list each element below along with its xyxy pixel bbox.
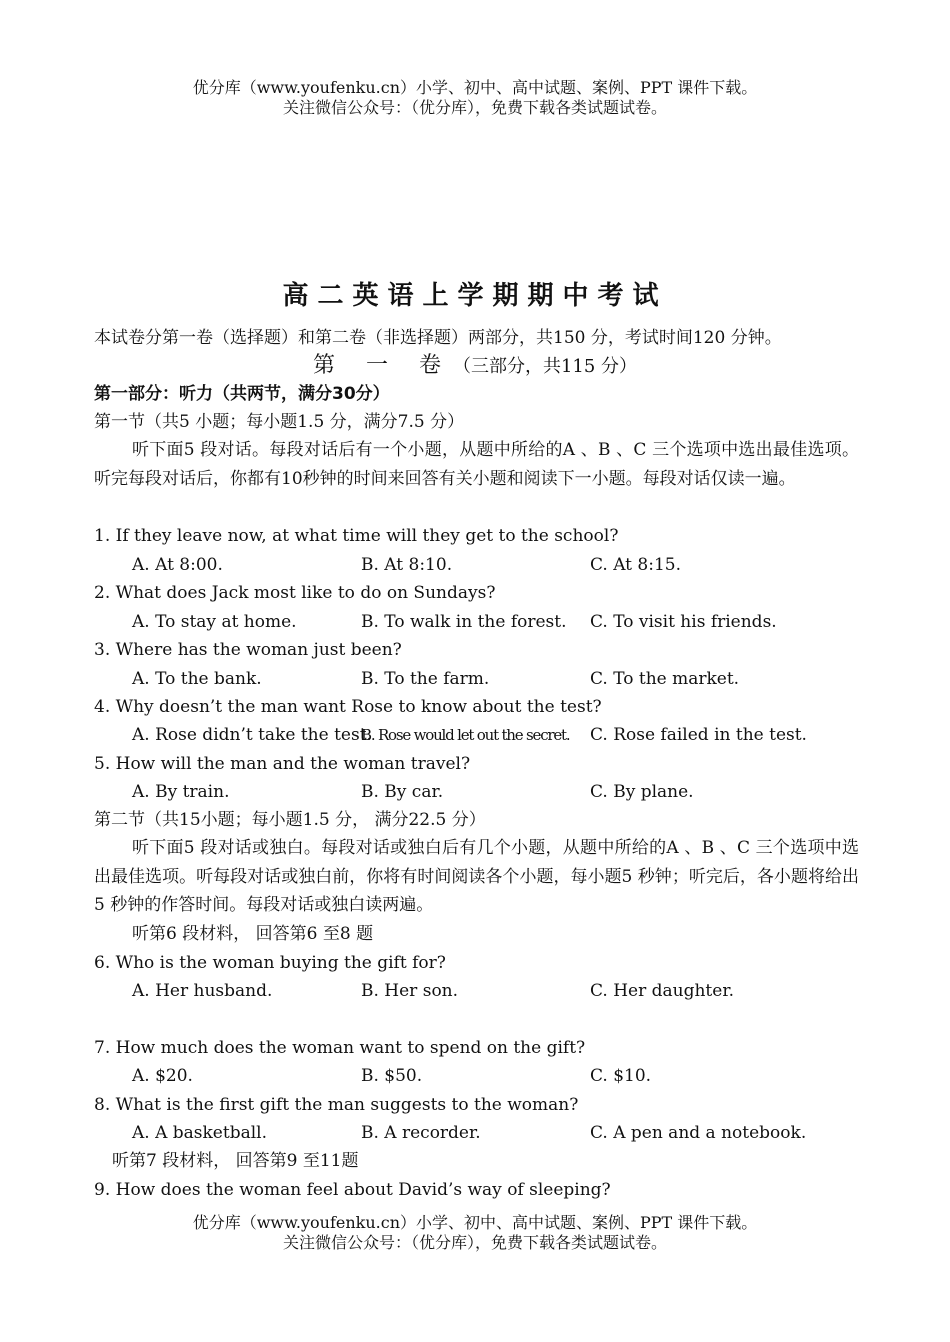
section1-heading: 第一节（共5 小题；每小题1.5 分，满分7.5 分） (94, 412, 465, 432)
q4-option-a: A. Rose didn’t take the test. (132, 725, 372, 745)
q5-option-c: C. By plane. (590, 782, 694, 802)
footer-line-1: 优分库（www.youfenku.cn）小学、初中、高中试题、案例、PPT 课件下载。 (192, 1213, 758, 1232)
q7-option-a: A. $20. (132, 1066, 193, 1086)
q7-option-c: C. $10. (590, 1066, 652, 1086)
footer-line-2: 关注微信公众号：（优分库），免费下载各类试题试卷。 (282, 1233, 667, 1252)
q8-option-a: A. A basketball. (132, 1123, 267, 1143)
q5-option-a: A. By train. (132, 782, 230, 802)
q8-option-b: B. A recorder. (361, 1123, 481, 1143)
q4-option-c: C. Rose failed in the test. (590, 725, 807, 745)
question-5: 5. How will the man and the woman travel? (94, 754, 471, 774)
section2-heading: 第二节（共15小题；每小题1.5 分， 满分22.5 分） (94, 810, 486, 830)
q1-option-b: B. At 8:10. (361, 555, 453, 575)
header-line-2: 关注微信公众号：（优分库），免费下载各类试题试卷。 (282, 98, 667, 117)
q6-option-a: A. Her husband. (132, 981, 273, 1001)
volume-heading (0, 352, 950, 381)
part1-heading: 第一部分：听力（共两节，满分30分） (94, 384, 390, 404)
question-2: 2. What does Jack most like to do on Sundays? (94, 583, 496, 603)
question-3: 3. Where has the woman just been? (94, 640, 402, 660)
q2-option-b: B. To walk in the forest. (361, 612, 567, 632)
question-7: 7. How much does the woman want to spend on the gift? (94, 1038, 586, 1058)
q6-option-c: C. Her daughter. (590, 981, 734, 1001)
q3-option-a: A. To the bank. (132, 669, 262, 689)
q3-option-b: B. To the farm. (361, 669, 490, 689)
section2-instruction: 听下面5 段对话或独白。每段对话或独白后有几个小题，从题中所给的A 、B 、C 三个选项中选出最佳选项。听每段对话或独白前，你将有时间阅读各个小题，每小题5 秒钟；听完后，各小题将给出5 秒钟的作答时间。每段对话或独白读两遍。 (94, 838, 859, 915)
q6-option-b: B. Her son. (361, 981, 459, 1001)
q4-option-b: B. Rose would let out the secret. (361, 726, 570, 744)
q1-option-a: A. At 8:00. (132, 555, 223, 575)
question-8: 8. What is the first gift the man suggests to the woman? (94, 1095, 579, 1115)
material-7-note: 听第7 段材料， 回答第9 至11题 (112, 1151, 359, 1171)
q8-option-c: C. A pen and a notebook. (590, 1123, 807, 1143)
header-line-1: 优分库（www.youfenku.cn）小学、初中、高中试题、案例、PPT 课件下载。 (192, 78, 758, 97)
volume-name: 第 一 卷 (312, 353, 453, 378)
q7-option-b: B. $50. (361, 1066, 423, 1086)
q2-option-a: A. To stay at home. (132, 612, 297, 632)
q5-option-b: B. By car. (361, 782, 444, 802)
section1-instruction: 听下面5 段对话。每段对话后有一个小题，从题中所给的A 、B 、C 三个选项中选出最佳选项。听完每段对话后，你都有10秒钟的时间来回答有关小题和阅读下一小题。每段对话仅读一遍。 (94, 440, 859, 489)
exam-intro: 本试卷分第一卷（选择题）和第二卷（非选择题）两部分，共150 分，考试时间120 分钟。 (94, 328, 782, 348)
q1-option-c: C. At 8:15. (590, 555, 682, 575)
question-1: 1. If they leave now, at what time will they get to the school? (94, 526, 619, 546)
q2-option-c: C. To visit his friends. (590, 612, 777, 632)
question-6: 6. Who is the woman buying the gift for? (94, 953, 446, 973)
question-9: 9. How does the woman feel about David’s way of sleeping? (94, 1180, 611, 1200)
exam-title: 高二英语上学期期中考试 (282, 281, 668, 311)
material-6-note: 听第6 段材料， 回答第6 至8 题 (132, 924, 374, 944)
q3-option-c: C. To the market. (590, 669, 740, 689)
question-4: 4. Why doesn’t the man want Rose to know about the test? (94, 697, 602, 717)
volume-note: （三部分，共115 分） (452, 356, 638, 377)
